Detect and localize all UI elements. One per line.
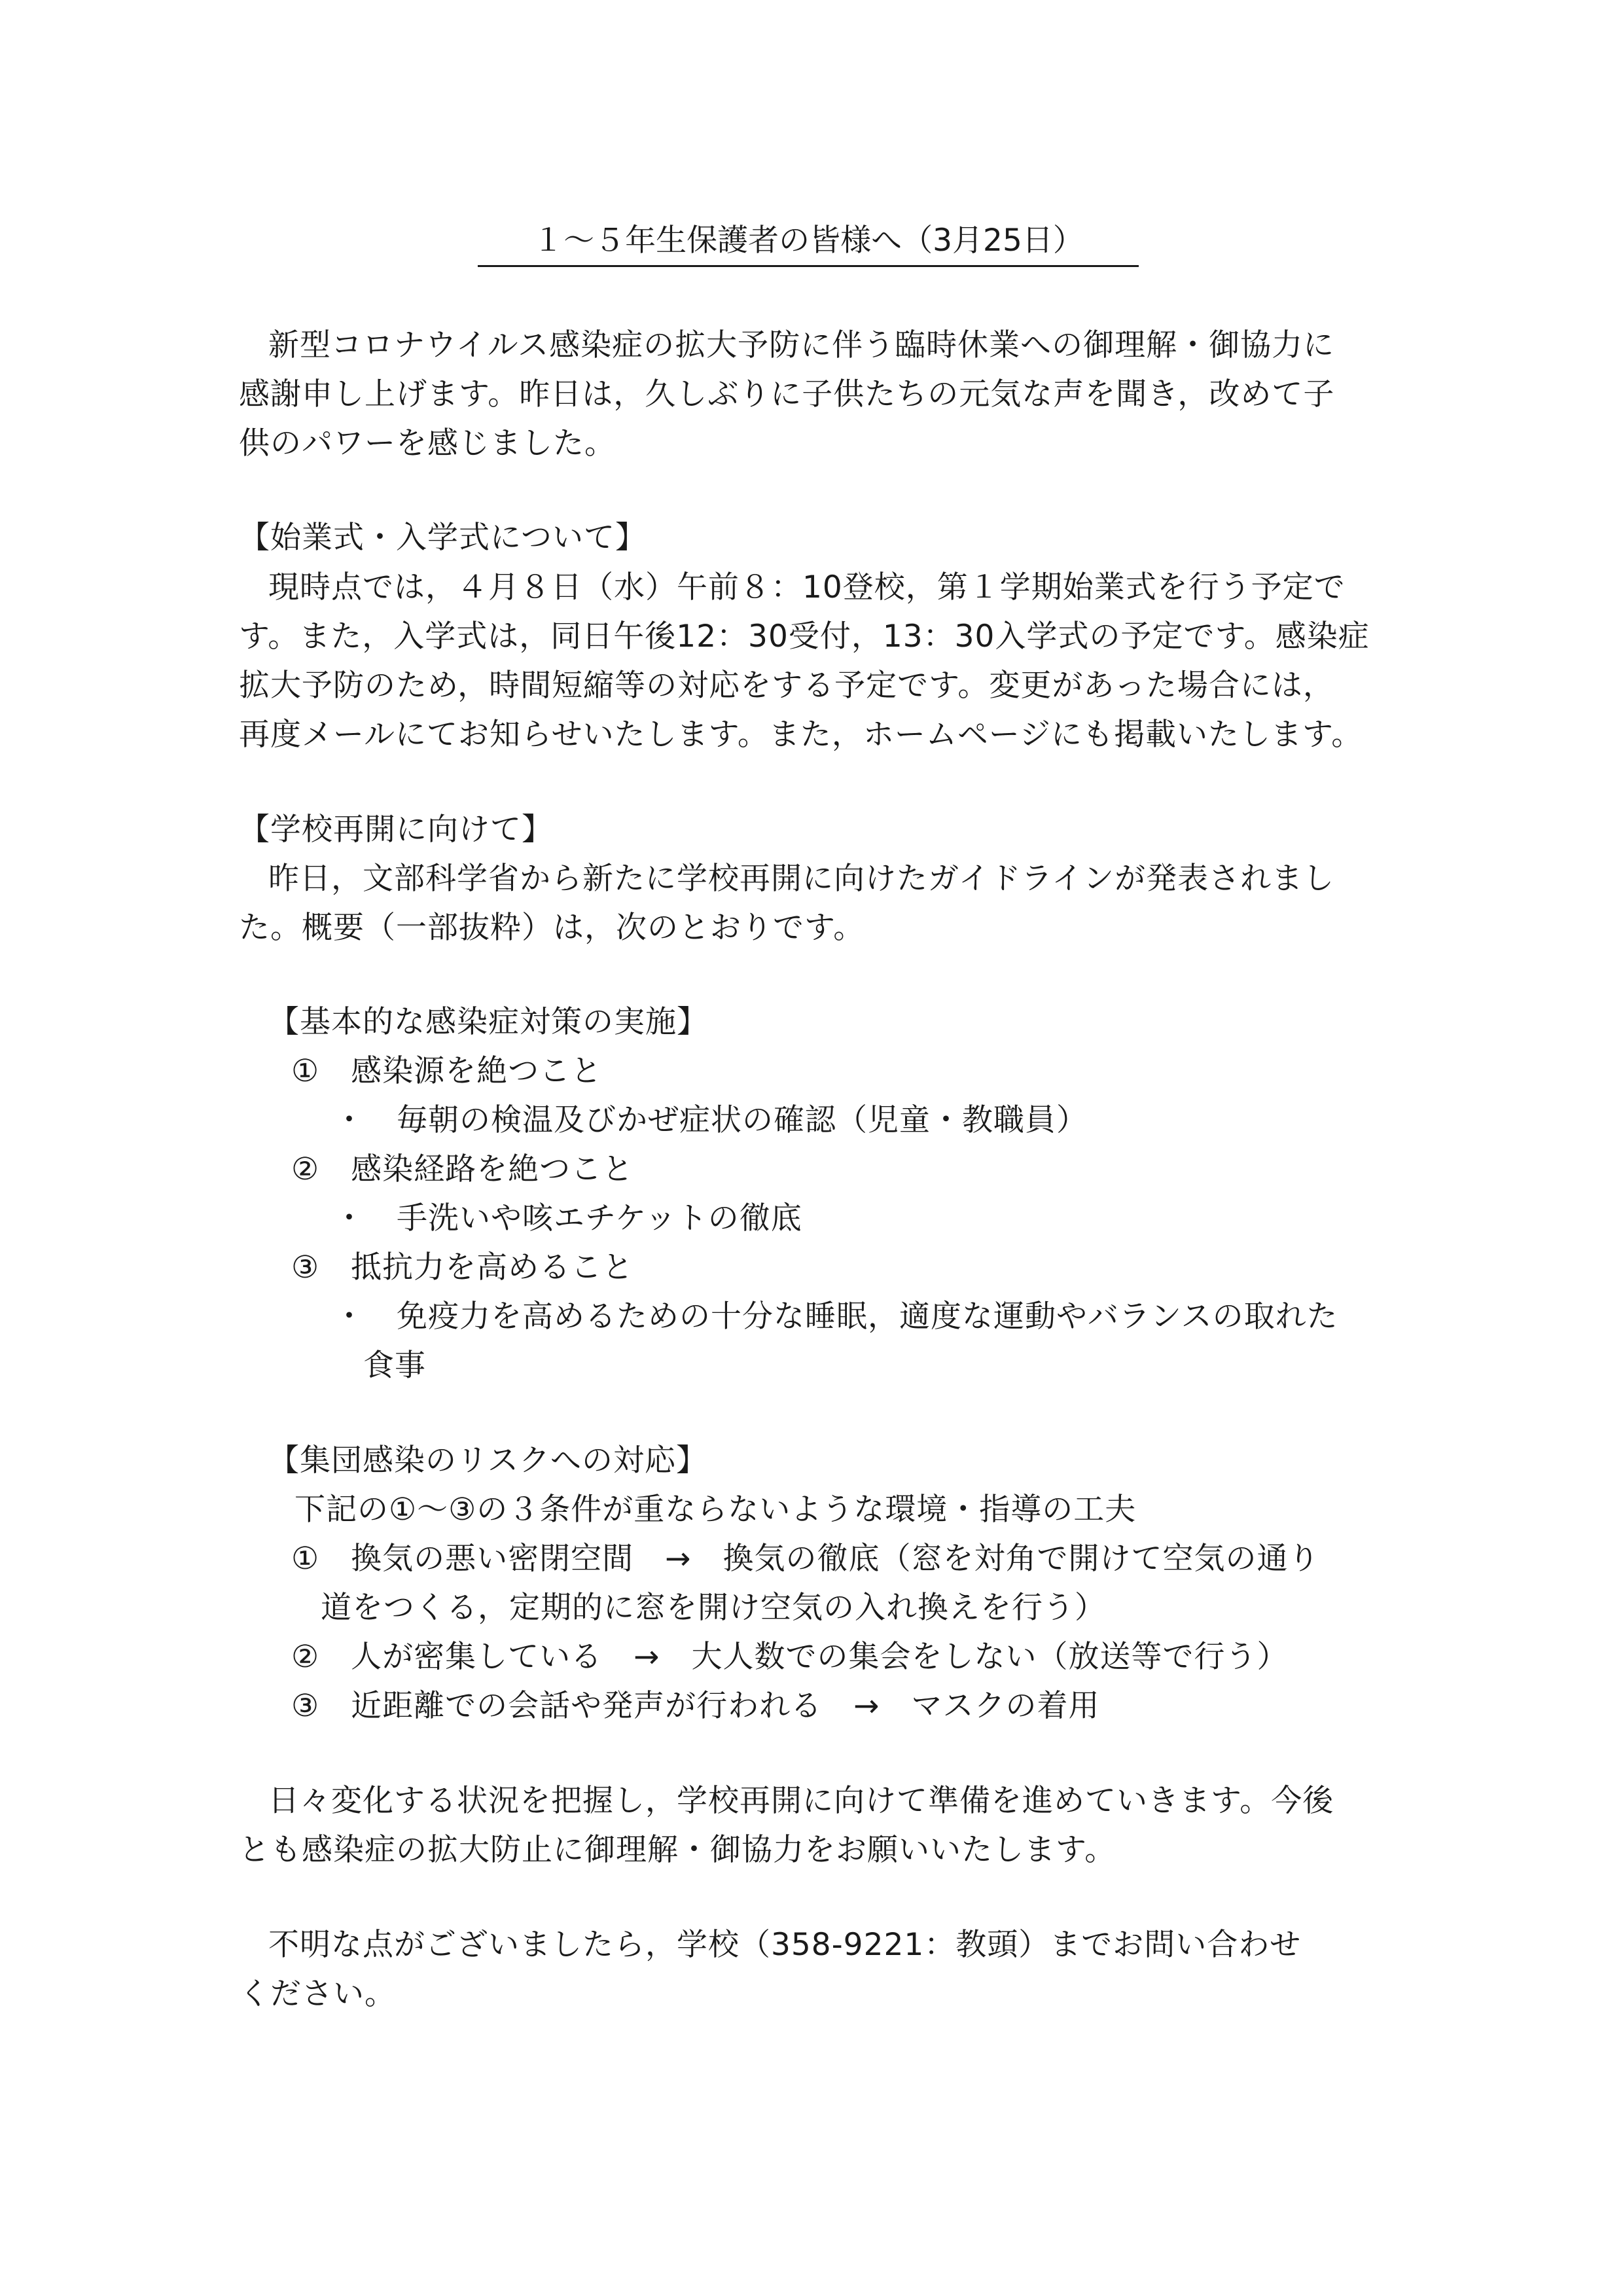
- measure-item-3-bullet: ・ 免疫力を高めるための十分な睡眠，適度な運動やバランスの取れた: [334, 1299, 1338, 1335]
- reopen-line-2: た。概要（一部抜粋）は，次のとおりです。: [239, 910, 865, 946]
- cluster-item-2: ② 人が密集している → 大人数での集会をしない（放送等で行う）: [291, 1639, 1289, 1675]
- cluster-item-1: ① 換気の悪い密閉空間 → 換気の徹底（窓を対角で開けて空気の通り: [291, 1541, 1320, 1577]
- title-underline: [478, 265, 1139, 267]
- intro-line-3: 供のパワーを感じました。: [239, 425, 616, 461]
- ceremony-line-2: す。また，入学式は，同日午後12：30受付，13：30入学式の予定です。感染症: [239, 619, 1370, 655]
- closing-line-2: とも感染症の拡大防止に御理解・御協力をお願いいたします。: [239, 1832, 1116, 1868]
- measure-item-1: ① 感染源を絶つこと: [291, 1053, 603, 1089]
- measure-item-1-bullet: ・ 毎朝の検温及びかぜ症状の確認（児童・教職員）: [334, 1102, 1088, 1138]
- intro-line-2: 感謝申し上げます。昨日は，久しぶりに子供たちの元気な声を聞き，改めて子: [239, 376, 1335, 412]
- page-title: １～５年生保護者の皆様へ（3月25日）: [533, 223, 1084, 259]
- section-heading-reopen: 【学校再開に向けて】: [239, 812, 553, 848]
- contact-line-2: ください。: [239, 1976, 396, 2012]
- cluster-item-3: ③ 近距離での会話や発声が行われる → マスクの着用: [291, 1688, 1100, 1724]
- ceremony-line-3: 拡大予防のため，時間短縮等の対応をする予定です。変更があった場合には，: [239, 668, 1334, 704]
- measure-item-2: ② 感染経路を絶つこと: [291, 1151, 634, 1187]
- section-heading-measures: 【基本的な感染症対策の実施】: [268, 1004, 708, 1040]
- measure-item-2-bullet: ・ 手洗いや咳エチケットの徹底: [334, 1200, 802, 1236]
- closing-line-1: 日々変化する状況を把握し，学校再開に向けて準備を進めていきます。今後: [268, 1783, 1334, 1819]
- contact-line-1: 不明な点がございましたら，学校（358-9221：教頭）までお問い合わせ: [268, 1927, 1302, 1963]
- intro-line-1: 新型コロナウイルス感染症の拡大予防に伴う臨時休業への御理解・御協力に: [268, 327, 1335, 363]
- ceremony-line-1: 現時点では，４月８日（水）午前８：10登校，第１学期始業式を行う予定で: [268, 569, 1346, 605]
- cluster-lead: 下記の①～③の３条件が重ならないような環境・指導の工夫: [294, 1492, 1137, 1528]
- measure-item-3: ③ 抵抗力を高めること: [291, 1249, 634, 1285]
- measure-item-3-bullet-cont: 食事: [363, 1348, 426, 1384]
- section-heading-ceremony: 【始業式・入学式について】: [239, 520, 647, 556]
- cluster-item-1-cont: 道をつくる，定期的に窓を開け空気の入れ換えを行う）: [321, 1590, 1106, 1626]
- ceremony-line-4: 再度メールにてお知らせいたします。また，ホームページにも掲載いたします。: [239, 717, 1363, 753]
- reopen-line-1: 昨日，文部科学省から新たに学校再開に向けたガイドラインが発表されまし: [268, 861, 1335, 897]
- section-heading-cluster: 【集団感染のリスクへの対応】: [268, 1443, 708, 1479]
